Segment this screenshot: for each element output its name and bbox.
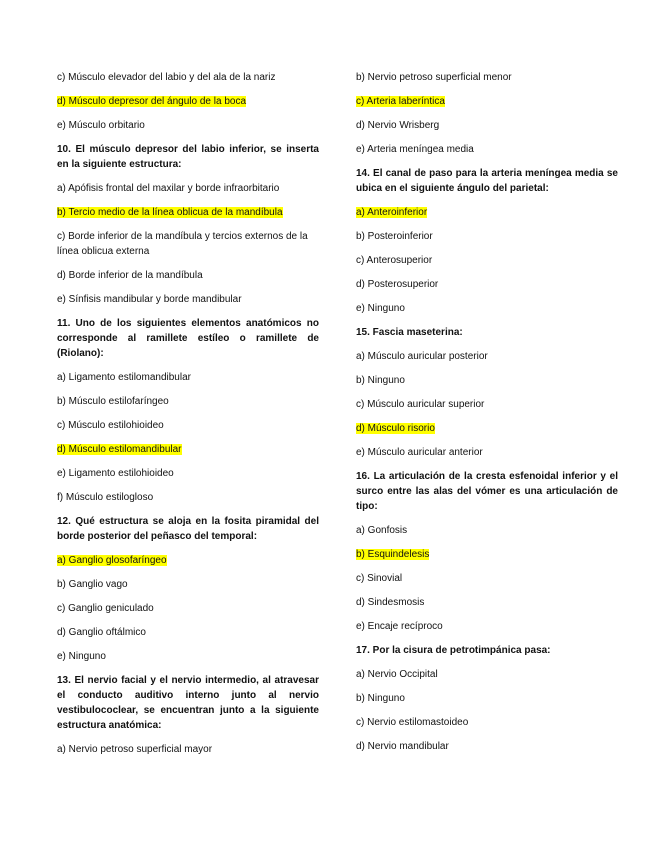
option-label: e) Sínfisis mandibular y borde mandibular: [57, 294, 242, 305]
answer-option: [57, 394, 319, 409]
answer-option: [356, 571, 618, 586]
option-label: d) Nervio Wrisberg: [356, 120, 440, 131]
option-label: d) Ganglio oftálmico: [57, 627, 146, 638]
question-text: [57, 142, 319, 172]
question-text: [57, 514, 319, 544]
option-label: b) Posteroinferior: [356, 231, 433, 242]
answer-option-highlighted: [57, 205, 319, 220]
left-column: [57, 70, 319, 766]
option-label: a) Nervio Occipital: [356, 669, 438, 680]
option-label: a) Anteroinferior: [356, 207, 428, 218]
answer-option: [356, 595, 618, 610]
option-label: c) Ganglio geniculado: [57, 603, 154, 614]
option-label: d) Nervio mandibular: [356, 741, 449, 752]
question-text: [356, 469, 618, 514]
answer-option: [57, 70, 319, 85]
option-label: d) Sindesmosis: [356, 597, 425, 608]
option-label: d) Músculo depresor del ángulo de la boca: [57, 96, 247, 107]
answer-option: [356, 667, 618, 682]
answer-option: [356, 229, 618, 244]
question-text: [356, 643, 618, 658]
answer-option: [356, 739, 618, 754]
option-label: e) Músculo orbitario: [57, 120, 145, 131]
question-text: [356, 325, 618, 340]
option-label: d) Músculo estilomandibular: [57, 444, 182, 455]
option-label: e) Ninguno: [57, 651, 106, 662]
answer-option: [57, 292, 319, 307]
option-label: b) Esquindelesis: [356, 549, 430, 560]
question-label: 11. Uno de los siguientes elementos anatómicos no corresponde al ramillete estíleo o ramillete de (Riolano):: [57, 318, 319, 359]
option-label: c) Borde inferior de la mandíbula y tercios externos de la línea oblicua externa: [57, 231, 308, 257]
option-label: c) Arteria laberíntica: [356, 96, 445, 107]
option-label: e) Músculo auricular anterior: [356, 447, 483, 458]
question-text: [57, 316, 319, 361]
right-column: [356, 70, 618, 763]
answer-option-highlighted: [356, 421, 618, 436]
option-label: a) Apófisis frontal del maxilar y borde infraorbitario: [57, 183, 280, 194]
answer-option: [356, 373, 618, 388]
option-label: b) Ganglio vago: [57, 579, 128, 590]
answer-option: [57, 577, 319, 592]
answer-option: [57, 418, 319, 433]
option-label: b) Músculo estilofaríngeo: [57, 396, 169, 407]
option-label: c) Sinovial: [356, 573, 403, 584]
option-label: e) Encaje recíproco: [356, 621, 443, 632]
answer-option-highlighted: [356, 94, 618, 109]
option-label: e) Ninguno: [356, 303, 405, 314]
answer-option: [356, 397, 618, 412]
answer-option: [356, 70, 618, 85]
answer-option: [57, 649, 319, 664]
answer-option: [356, 253, 618, 268]
option-label: a) Ligamento estilomandibular: [57, 372, 191, 383]
answer-option: [356, 445, 618, 460]
option-label: c) Músculo estilohioideo: [57, 420, 164, 431]
question-label: 15. Fascia maseterina:: [356, 327, 463, 338]
answer-option-highlighted: [57, 94, 319, 109]
answer-option: [356, 118, 618, 133]
answer-option: [57, 268, 319, 283]
question-label: 16. La articulación de la cresta esfenoidal inferior y el surco entre las alas del vómer es una articulación de tipo:: [356, 471, 618, 512]
option-label: b) Ninguno: [356, 375, 405, 386]
option-label: b) Nervio petroso superficial menor: [356, 72, 512, 83]
answer-option: [57, 370, 319, 385]
question-label: 17. Por la cisura de petrotimpánica pasa:: [356, 645, 551, 656]
answer-option: [57, 601, 319, 616]
answer-option-highlighted: [356, 205, 618, 220]
question-text: [57, 673, 319, 733]
option-label: c) Músculo elevador del labio y del ala de la nariz: [57, 72, 276, 83]
option-label: f) Músculo estilogloso: [57, 492, 154, 503]
answer-option: [57, 229, 319, 259]
answer-option: [57, 181, 319, 196]
answer-option: [57, 118, 319, 133]
option-label: a) Músculo auricular posterior: [356, 351, 488, 362]
answer-option: [356, 142, 618, 157]
option-label: e) Ligamento estilohioideo: [57, 468, 174, 479]
option-label: a) Gonfosis: [356, 525, 408, 536]
option-label: d) Posterosuperior: [356, 279, 439, 290]
question-label: 13. El nervio facial y el nervio intermedio, al atravesar el conducto auditivo interno junto al nervio vestibulococlear, se encuentran junto a la siguiente estructura anatómica:: [57, 675, 319, 731]
question-label: 10. El músculo depresor del labio inferior, se inserta en la siguiente estructura:: [57, 144, 319, 170]
answer-option: [57, 742, 319, 757]
answer-option-highlighted: [57, 553, 319, 568]
option-label: a) Ganglio glosofaríngeo: [57, 555, 167, 566]
answer-option: [57, 625, 319, 640]
answer-option: [356, 277, 618, 292]
option-label: c) Músculo auricular superior: [356, 399, 485, 410]
answer-option: [57, 466, 319, 481]
option-label: d) Borde inferior de la mandíbula: [57, 270, 203, 281]
answer-option: [356, 523, 618, 538]
option-label: e) Arteria meníngea media: [356, 144, 474, 155]
question-text: [356, 166, 618, 196]
answer-option-highlighted: [356, 547, 618, 562]
answer-option-highlighted: [57, 442, 319, 457]
answer-option: [356, 349, 618, 364]
option-label: b) Tercio medio de la línea oblicua de la mandíbula: [57, 207, 283, 218]
answer-option: [356, 715, 618, 730]
option-label: d) Músculo risorio: [356, 423, 435, 434]
question-label: 14. El canal de paso para la arteria meníngea media se ubica en el siguiente ángulo del parietal:: [356, 168, 618, 194]
option-label: c) Nervio estilomastoideo: [356, 717, 469, 728]
option-label: a) Nervio petroso superficial mayor: [57, 744, 213, 755]
option-label: c) Anterosuperior: [356, 255, 433, 266]
question-label: 12. Qué estructura se aloja en la fosita piramidal del borde posterior del peñasco del temporal:: [57, 516, 319, 542]
option-label: b) Ninguno: [356, 693, 405, 704]
answer-option: [57, 490, 319, 505]
answer-option: [356, 619, 618, 634]
answer-option: [356, 691, 618, 706]
answer-option: [356, 301, 618, 316]
